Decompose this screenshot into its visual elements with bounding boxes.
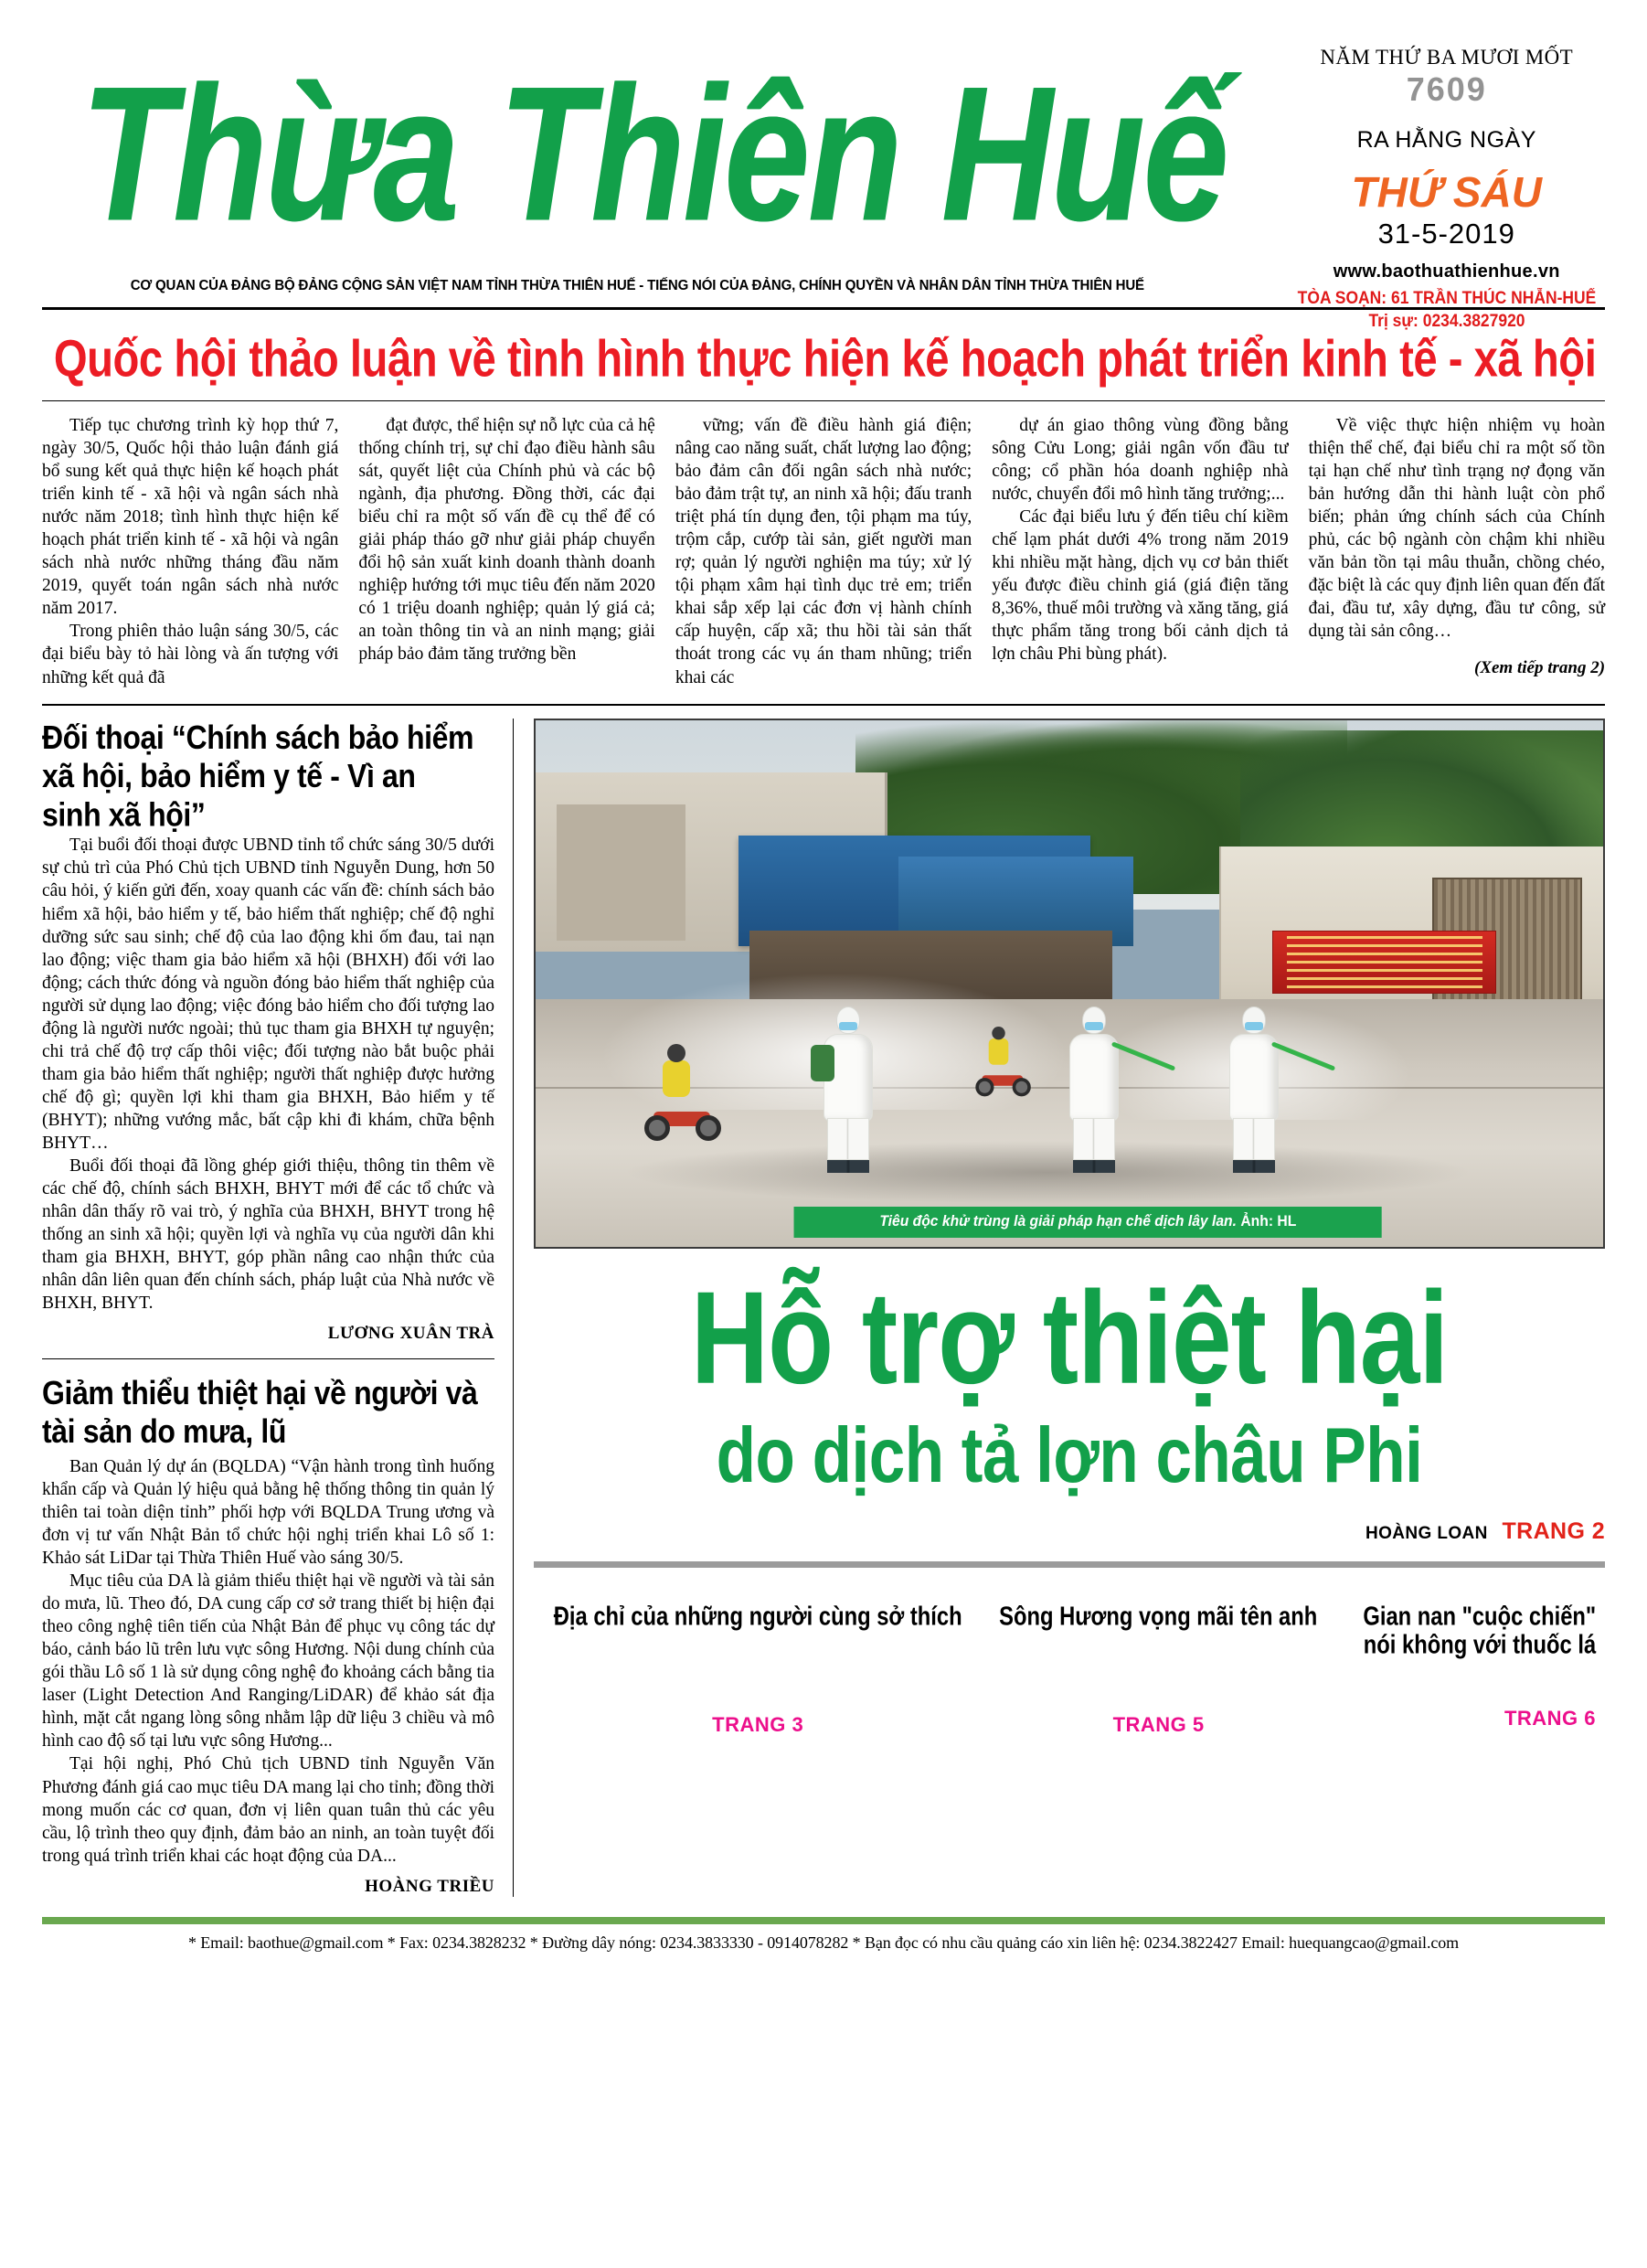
- article-2-body: [42, 1455, 494, 1868]
- photo-caption-text: Tiêu độc khử trùng là giải pháp hạn chế dịch lây lan.: [879, 1212, 1237, 1230]
- worker-suit: [1069, 1034, 1119, 1122]
- lead-article-columns: [42, 414, 1605, 695]
- paper-title: Thừa Thiên Huế: [80, 47, 1227, 261]
- motorbike-rider-body: [989, 1038, 1009, 1065]
- lead-paragraph: dự án giao thông vùng đồng bằng sông Cửu Long; giải ngân vốn đầu tư công; cổ phần hóa doanh nghiệp nhà nước, chuyển đổi mô hình tăng trưởng;...: [992, 416, 1289, 505]
- worker-boots: [827, 1160, 869, 1173]
- article-2-headline[interactable]: Giảm thiểu thiệt hại về người và tài sản do mưa, lũ: [42, 1374, 478, 1451]
- worker-mask: [1245, 1022, 1263, 1030]
- article-1-headline[interactable]: Đối thoại “Chính sách bảo hiểm xã hội, bảo hiểm y tế - Vì an sinh xã hội”: [42, 718, 474, 833]
- photo-credit: Ảnh: HL: [1240, 1212, 1297, 1230]
- lead-paragraph: Tiếp tục chương trình kỳ họp thứ 7, ngày 30/5, Quốc hội thảo luận đánh giá bổ sung kết quả thực hiện kế hoạch phát triển kinh tế - xã hội và ngân sách nhà nước năm 2018; tình hình thực hiện kế hoạch phát triển kinh tế - xã hội và ngân sách nhà nước những tháng đầu năm 2019, quyết toán ngân sách nhà nước năm 2017.: [42, 416, 339, 619]
- lead-headline-divider: [42, 400, 1605, 401]
- lead-paragraph: vững; vấn đề điều hành giá điện; nâng cao năng suất, chất lượng lao động; bảo đảm cân đối ngân sách nhà nước; bảo đảm trật tự, an ninh xã hội; đấu tranh triệt phá tín dụng đen, tội phạm ma túy, trộm cắp, cướp tài sản, giết người man rợ; quản lý người nghiện ma túy; xử lý tội phạm xâm hại tình dục trẻ em; triển khai sắp xếp lại các đơn vị hành chính cấp huyện, cấp xã; thu hồi tài sản thất thoát trong các vụ án tham nhũng; triển khai các: [675, 416, 972, 687]
- teaser-2-title: Sông Hương vọng mãi tên anh: [999, 1601, 1318, 1632]
- photo-illustration: [536, 720, 1603, 1247]
- lead-column-5: [1309, 414, 1605, 689]
- feature-photo: [534, 719, 1605, 1249]
- lead-paragraph: Các đại biểu lưu ý đến tiêu chí kiềm chế lạm phát dưới 4% trong năm 2019 khi nhiều mặt hàng, dịch vụ cơ bản thiết yếu được điều chỉnh giá (giá điện tăng 8,36%, thuế môi trường và xăng tăng, giá thực phẩm tăng trong bối cảnh dịch tả lợn châu Phi bùng phát).: [992, 507, 1289, 665]
- feature-byline: HOÀNG LOAN: [1365, 1523, 1488, 1543]
- photo-worker-ppe: [1069, 1006, 1119, 1173]
- worker-mask: [1085, 1022, 1103, 1030]
- motorbike-rear-wheel: [976, 1078, 994, 1096]
- teaser-band: [534, 1601, 1605, 1737]
- photo-worker-ppe: [824, 1006, 873, 1173]
- teaser-3-title-line1: Gian nan "cuộc chiến": [1363, 1601, 1596, 1632]
- teaser-1-page[interactable]: TRANG 3: [712, 1712, 804, 1736]
- lead-column-3: [675, 414, 972, 689]
- lead-article-divider: [42, 704, 1605, 706]
- teaser-3[interactable]: [1335, 1601, 1605, 1737]
- feature-byline-row: [534, 1518, 1605, 1545]
- worker-boots: [1233, 1160, 1275, 1173]
- photo-caption: [794, 1207, 1383, 1238]
- teaser-2[interactable]: [982, 1601, 1334, 1737]
- teaser-1-title: Địa chỉ của những người cùng sở thích: [553, 1601, 962, 1632]
- feature-headline-line1: Hỗ trợ thiệt hại: [690, 1264, 1449, 1412]
- worker-boots: [1073, 1160, 1115, 1173]
- teaser-2-page[interactable]: TRANG 5: [1112, 1712, 1205, 1736]
- feature-headline[interactable]: [534, 1264, 1605, 1499]
- left-column: [42, 719, 514, 1897]
- right-column: [514, 719, 1605, 1897]
- left-article-divider: [42, 1358, 494, 1359]
- worker-legs: [1233, 1118, 1275, 1160]
- lead-column-2: [358, 414, 654, 689]
- worker-suit: [1229, 1034, 1279, 1122]
- lead-headline[interactable]: Quốc hội thảo luận về tình hình thực hiện kế hoạch phát triển kinh tế - xã hội: [53, 331, 1597, 389]
- photo-motorbike: [643, 1084, 727, 1141]
- worker-legs: [1073, 1118, 1115, 1160]
- masthead-phone: Trị sự: 0234.3827920: [1368, 311, 1525, 331]
- motorbike-front-wheel: [696, 1115, 721, 1141]
- worker-mask: [839, 1022, 857, 1030]
- lead-paragraph: Trong phiên thảo luận sáng 30/5, các đại biểu bày tỏ hài lòng và ấn tượng với những kết quả đã: [42, 622, 339, 687]
- masthead-weekday: THỨ SÁU: [1351, 167, 1542, 216]
- masthead-office-address: TÒA SOẠN: 61 TRẦN THÚC NHẪN-HUẾ: [1297, 289, 1597, 309]
- article-paragraph: Tại buổi đối thoại được UBND tỉnh tổ chức sáng 30/5 dưới sự chủ trì của Phó Chủ tịch UBND tỉnh Nguyễn Dung, hơn 50 câu hỏi, ý kiến gửi đến, xoay quanh các vấn đề: chính sách bảo hiểm xã hội, bảo hiểm y tế, bảo hiểm thất nghiệp; chế độ nghỉ dưỡng sức sau sinh; chế độ của lao động khi ốm đau, tai nạn lao động; việc tham gia bảo hiểm xã hội (BHXH) đối với lao động; cách thức đóng và nguồn đóng bảo hiểm thất nghiệp của người sử dụng lao động; việc đóng bảo hiểm cho đối tượng lao động là người nước ngoài; thủ tục tham gia BHXH tự nguyện; chi trả chế độ trợ cấp thôi việc; đối tượng nào bắt buộc phải tham gia bảo hiểm thất nghiệp; người thất nghiệp được hưởng chế độ gì; quyền lợi khi tham gia BHXH, Bảo hiểm y tế (BHYT); những vướng mắc, bất cập khi đi khám, chữa bệnh BHYT…: [42, 836, 494, 1153]
- organization-line: CƠ QUAN CỦA ĐẢNG BỘ ĐẢNG CỘNG SẢN VIỆT NAM TỈNH THỪA THIÊN HUẾ - TIẾNG NÓI CỦA ĐẢNG, CHÍNH QUYỀN VÀ NHÂN DÂN TỈNH THỪA THIÊN HUẾ: [130, 278, 1144, 293]
- footer-divider: [42, 1917, 1605, 1924]
- photo-banner-text: [1287, 936, 1482, 987]
- teaser-3-title-line2: nói không với thuốc lá: [1363, 1629, 1596, 1660]
- motorbike-rider-body: [663, 1060, 690, 1097]
- masthead-frequency: RA HẰNG NGÀY: [1356, 126, 1536, 153]
- lead-paragraph: đạt được, thể hiện sự nỗ lực của cả hệ thống chính trị, sự chỉ đạo điều hành sâu sát, quyết liệt của Chính phủ và các bộ ngành, địa phương. Đồng thời, các đại biểu chỉ ra một số vấn đề cụ thể để có giải pháp tháo gỡ như giải pháp chuyển đổi hộ sản xuất kinh doanh thành doanh nghiệp hướng tới mục tiêu đến năm 2020 có 1 triệu doanh nghiệp; quản lý giá cả; an toàn thông tin và an ninh mạng; giải pháp bảo đảm tăng trưởng bền: [358, 416, 655, 665]
- feature-headline-line2: do dịch tả lợn châu Phi: [716, 1411, 1423, 1499]
- feature-page-ref[interactable]: TRANG 2: [1502, 1517, 1605, 1544]
- worker-legs: [827, 1118, 869, 1160]
- motorbike-front-wheel: [1013, 1078, 1031, 1096]
- teaser-1[interactable]: [534, 1601, 982, 1737]
- masthead-website[interactable]: www.baothuathienhue.vn: [1333, 261, 1560, 282]
- photo-motorbike-2: [974, 1056, 1035, 1097]
- motorbike-rear-wheel: [644, 1115, 670, 1141]
- teaser-3-page[interactable]: TRANG 6: [1504, 1707, 1596, 1730]
- main-body: [42, 719, 1605, 1897]
- worker-sprayer-tank: [811, 1045, 834, 1081]
- masthead-issue-number: 7609: [1406, 70, 1487, 109]
- photo-building-left-2: [557, 804, 685, 942]
- masthead-date: 31-5-2019: [1377, 218, 1515, 250]
- masthead-year-line: NĂM THỨ BA MƯƠI MỐT: [1320, 46, 1574, 69]
- lead-column-4: [992, 414, 1288, 689]
- photo-worker-ppe: [1229, 1006, 1279, 1173]
- lead-paragraph: Về việc thực hiện nhiệm vụ hoàn thiện thể chế, đại biểu chỉ ra một số tồn tại hạn chế như tình trạng nợ đọng văn bản hướng dẫn thi hành luật còn phổ biến; phản ứng chính sách của Chính phủ, các bộ ngành còn chậm khi nhiều văn bản tồn tại mâu thuẫn, chồng chéo, đặc biệt là các quy định liên quan đến đất đai, đầu tư, xây dựng, đầu tư công, sử dụng tài sản công…: [1308, 416, 1606, 642]
- article-paragraph: Tại hội nghị, Phó Chủ tịch UBND tỉnh Nguyễn Văn Phương đánh giá cao mục tiêu DA mang lại cho tỉnh; đồng thời mong muốn các cơ quan, đơn vị liên quan tuân thủ các yêu cầu, lộ trình theo quy định, đảm bảo an ninh, an toàn tuyệt đối trong quá trình triển khai các hoạt động của DA...: [42, 1754, 494, 1866]
- photo-red-banner: [1272, 931, 1496, 994]
- article-1-body: [42, 834, 494, 1315]
- article-1-byline: LƯƠNG XUÂN TRÀ: [327, 1324, 494, 1344]
- article-paragraph: Buổi đối thoại đã lồng ghép giới thiệu, thông tin thêm về các chế độ, chính sách BHXH, BHYT mới để các tổ chức và nhân dân thấy rõ vai trò, ý nghĩa của BHXH, BHYT trong hệ thống an sinh xã hội; quyền lợi và nghĩa vụ của người dân khi tham gia BHXH, BHYT, góp phần nâng cao nhận thức của nhân dân liên quan đến chính sách, pháp luật của Nhà nước về BHXH, BHYT.: [42, 1156, 494, 1314]
- teaser-top-divider: [534, 1561, 1605, 1568]
- article-2-byline: HOÀNG TRIỀU: [365, 1876, 494, 1896]
- lead-column-1: [42, 414, 338, 689]
- photo-ground-shadow: [621, 1141, 1474, 1204]
- masthead-title-area: [42, 40, 1250, 261]
- article-paragraph: Ban Quản lý dự án (BQLDA) “Vận hành trong tình huống khẩn cấp và Quản lý hiệu quả bằng hệ thống thông tin quản lý thiên tai toàn diện tỉnh” phối hợp với BQLDA Trung ương và đơn vị tư vấn Nhật Bản tổ chức hội nghị triển khai Lô số 1: Khảo sát LiDar tại Thừa Thiên Huế vào sáng 30/5.: [42, 1456, 494, 1569]
- footer-contact: * Email: baothue@gmail.com * Fax: 0234.3828232 * Đường dây nóng: 0234.3833330 - 0914078282 * Bạn đọc có nhu cầu quảng cáo xin liên hệ: 0234.3822427 Email: huequangcao@gmail.com: [187, 1933, 1460, 1952]
- article-paragraph: Mục tiêu của DA là giảm thiểu thiệt hại về người và tài sản do mưa, lũ. Theo đó, DA cung cấp cơ sở trang thiết bị hiện đại theo công nghệ tiên tiến của Nhật Bản để phục vụ công tác dự báo, cảnh báo lũ trên lưu vực sông Hương. Nội dung chính của gói thầu Lô số 1 là sử dụng công nghệ đo khoảng cách bằng tia laser (Light Detection And Ranging/LiDAR) để khảo sát địa hình, mặt cắt ngang lòng sông nhằm lập dữ liệu 3 chiều và mô hình cao độ số tại lưu vực sông Hương...: [42, 1571, 494, 1752]
- continued-on-link[interactable]: (Xem tiếp trang 2): [1474, 658, 1606, 678]
